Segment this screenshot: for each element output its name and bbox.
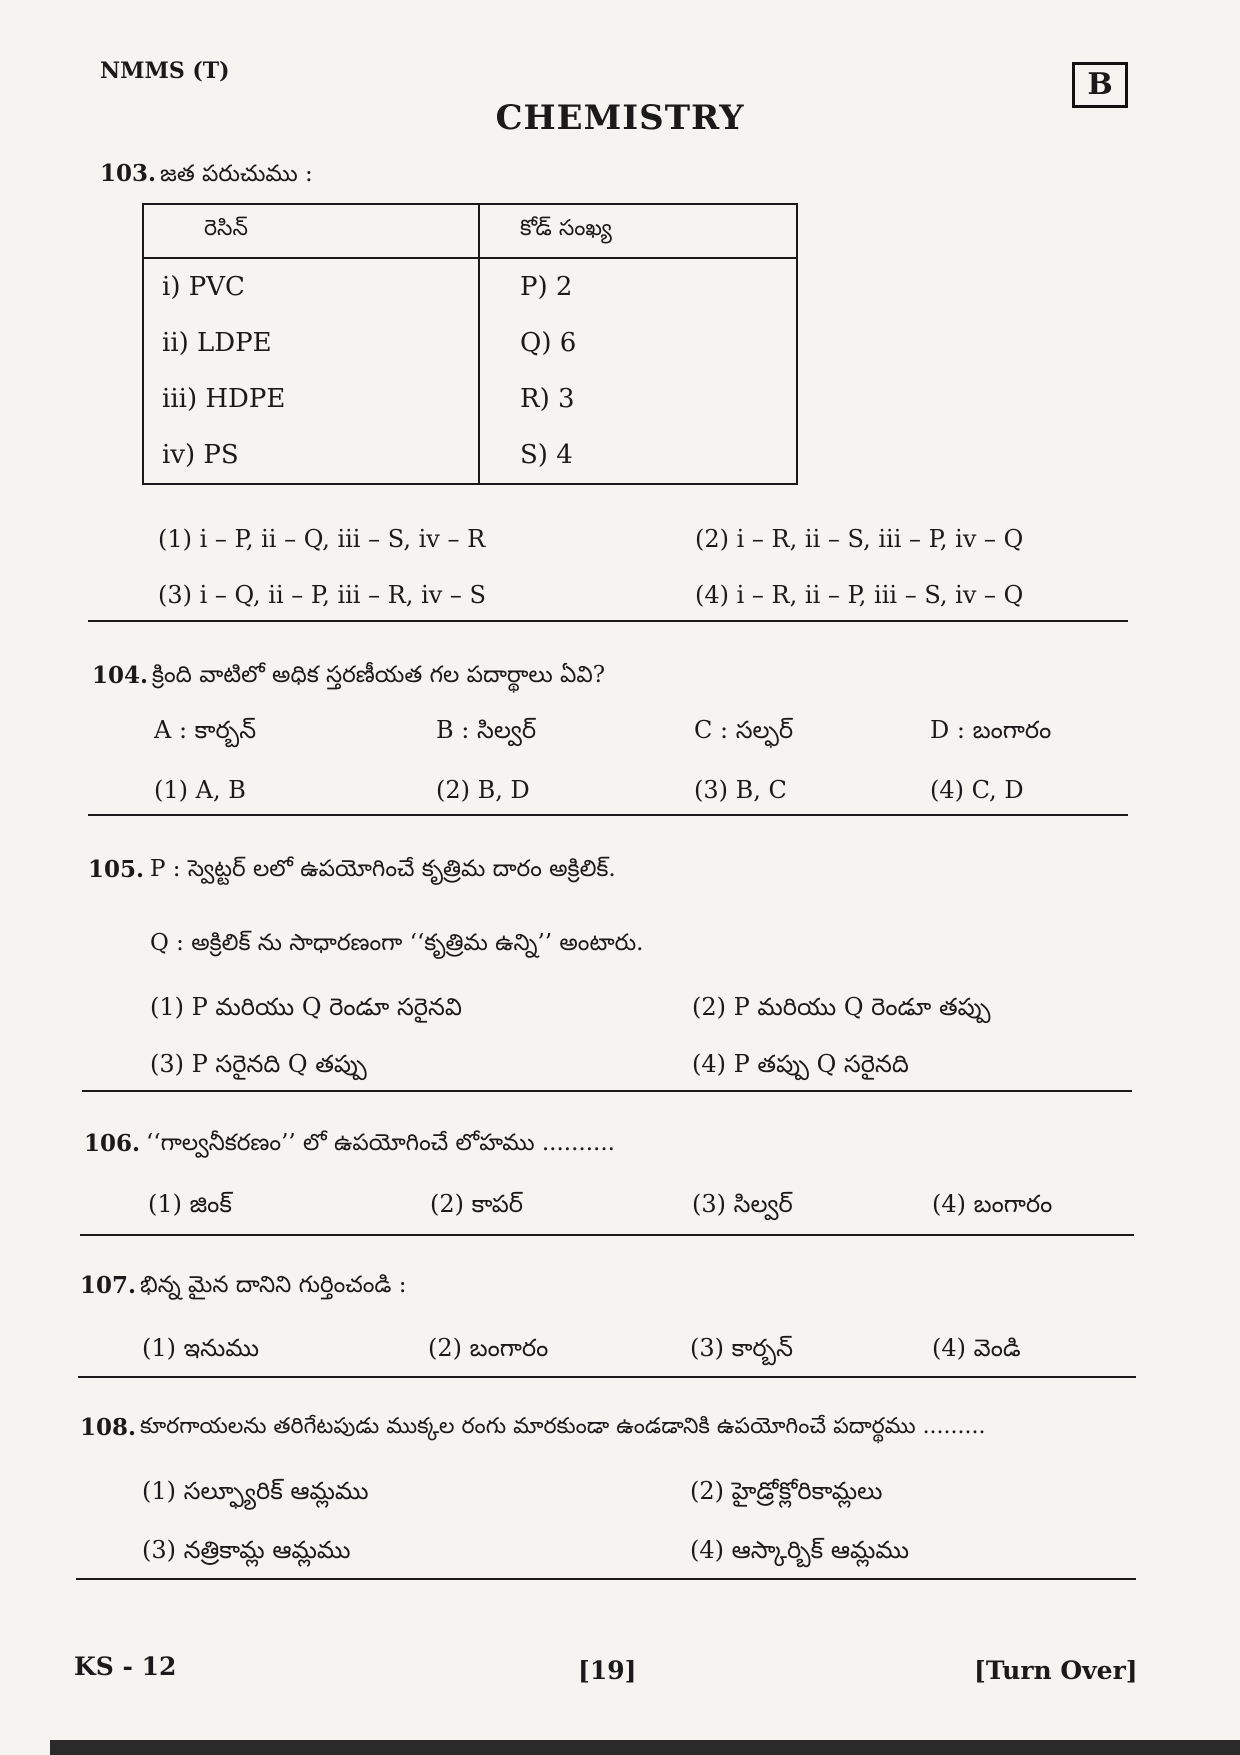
- question-text: కూరగాయలను తరిగేటపుడు ముక్కల రంగు మారకుండా ఉండడానికి ఉపయోగించే పదార్థము .........: [140, 1414, 986, 1439]
- table-cell: R) 3: [479, 371, 797, 427]
- option-4[interactable]: (4) i – R, ii – P, iii – S, iv – Q: [695, 581, 1024, 609]
- option-4[interactable]: (4) P తప్పు Q సరైనది: [692, 1050, 909, 1078]
- turn-over-label: [Turn Over]: [974, 1656, 1138, 1685]
- divider: [82, 1090, 1132, 1092]
- table-cell: ii) LDPE: [143, 315, 479, 371]
- question-number: 103.: [100, 160, 157, 187]
- booklet-code: KS - 12: [74, 1652, 177, 1681]
- divider: [80, 1234, 1134, 1236]
- option-3[interactable]: (3) i – Q, ii – P, iii – R, iv – S: [158, 581, 486, 609]
- option-4[interactable]: (4) ఆస్కార్బిక్ ఆమ్లము: [690, 1536, 910, 1564]
- set-badge: B: [1072, 62, 1128, 108]
- option-2[interactable]: (2) బంగారం: [428, 1334, 549, 1362]
- option-4[interactable]: (4) వెండి: [932, 1334, 1021, 1362]
- match-table: [142, 203, 798, 485]
- option-4[interactable]: (4) బంగారం: [932, 1190, 1053, 1218]
- option-1[interactable]: (1) జింక్: [148, 1190, 232, 1218]
- question-text: క్రింది వాటిలో అధిక స్తరణీయత గల పదార్థాలు ఏవి?: [152, 662, 606, 688]
- statement-p: P : స్వెట్టర్ లలో ఉపయోగించే కృత్రిమ దారం అక్రిలిక్.: [150, 856, 616, 882]
- question-number: 108.: [80, 1414, 137, 1441]
- question-text: జత పరుచుము :: [160, 161, 313, 187]
- divider: [88, 814, 1128, 816]
- option-2[interactable]: (2) హైడ్రోక్లోరికామ్లలు: [690, 1477, 883, 1505]
- option-3[interactable]: (3) కార్బన్: [690, 1334, 793, 1362]
- divider: [88, 620, 1128, 622]
- statement-q: Q : అక్రిలిక్ ను సాధారణంగా ‘‘కృత్రిమ ఉన్ని’’ అంటారు.: [150, 930, 644, 956]
- option-4[interactable]: (4) C, D: [930, 776, 1024, 804]
- item-d: D : బంగారం: [930, 716, 1052, 744]
- question-number: 106.: [84, 1130, 141, 1157]
- table-header-resin: రెసిన్: [143, 204, 479, 258]
- question-text: భిన్న మైన దానిని గుర్తించండి :: [140, 1272, 407, 1298]
- item-a: A : కార్బన్: [154, 716, 257, 744]
- question-number: 105.: [88, 856, 145, 883]
- table-cell: S) 4: [479, 427, 797, 484]
- question-number: 107.: [80, 1272, 137, 1299]
- option-1[interactable]: (1) ఇనుము: [142, 1334, 260, 1362]
- page-number: [19]: [578, 1656, 637, 1685]
- table-cell: iii) HDPE: [143, 371, 479, 427]
- option-1[interactable]: (1) i – P, ii – Q, iii – S, iv – R: [158, 525, 486, 553]
- divider: [76, 1578, 1136, 1580]
- option-2[interactable]: (2) B, D: [436, 776, 530, 804]
- option-3[interactable]: (3) సిల్వర్: [692, 1190, 793, 1218]
- option-1[interactable]: (1) P మరియు Q రెండూ సరైనవి: [150, 993, 462, 1021]
- option-2[interactable]: (2) i – R, ii – S, iii – P, iv – Q: [695, 525, 1024, 553]
- option-2[interactable]: (2) P మరియు Q రెండూ తప్పు: [692, 993, 991, 1021]
- item-c: C : సల్ఫర్: [694, 716, 794, 744]
- table-cell: Q) 6: [479, 315, 797, 371]
- table-cell: P) 2: [479, 258, 797, 315]
- option-1[interactable]: (1) A, B: [154, 776, 246, 804]
- table-header-code: కోడ్ సంఖ్య: [479, 204, 797, 258]
- option-3[interactable]: (3) P సరైనది Q తప్పు: [150, 1050, 367, 1078]
- table-cell: i) PVC: [143, 258, 479, 315]
- divider: [78, 1376, 1136, 1378]
- option-3[interactable]: (3) నత్రికామ్ల ఆమ్లము: [142, 1536, 351, 1564]
- option-2[interactable]: (2) కాపర్: [430, 1190, 523, 1218]
- scan-edge: [50, 1740, 1240, 1755]
- page-title: CHEMISTRY: [495, 98, 745, 138]
- question-number: 104.: [92, 662, 149, 689]
- item-b: B : సిల్వర్: [436, 716, 537, 744]
- option-3[interactable]: (3) B, C: [694, 776, 787, 804]
- table-cell: iv) PS: [143, 427, 479, 484]
- option-1[interactable]: (1) సల్ఫ్యూరిక్ ఆమ్లము: [142, 1477, 369, 1505]
- exam-code: NMMS (T): [100, 58, 230, 84]
- question-text: ‘‘గాల్వనీకరణం’’ లో ఉపయోగించే లోహము ..........: [146, 1130, 615, 1156]
